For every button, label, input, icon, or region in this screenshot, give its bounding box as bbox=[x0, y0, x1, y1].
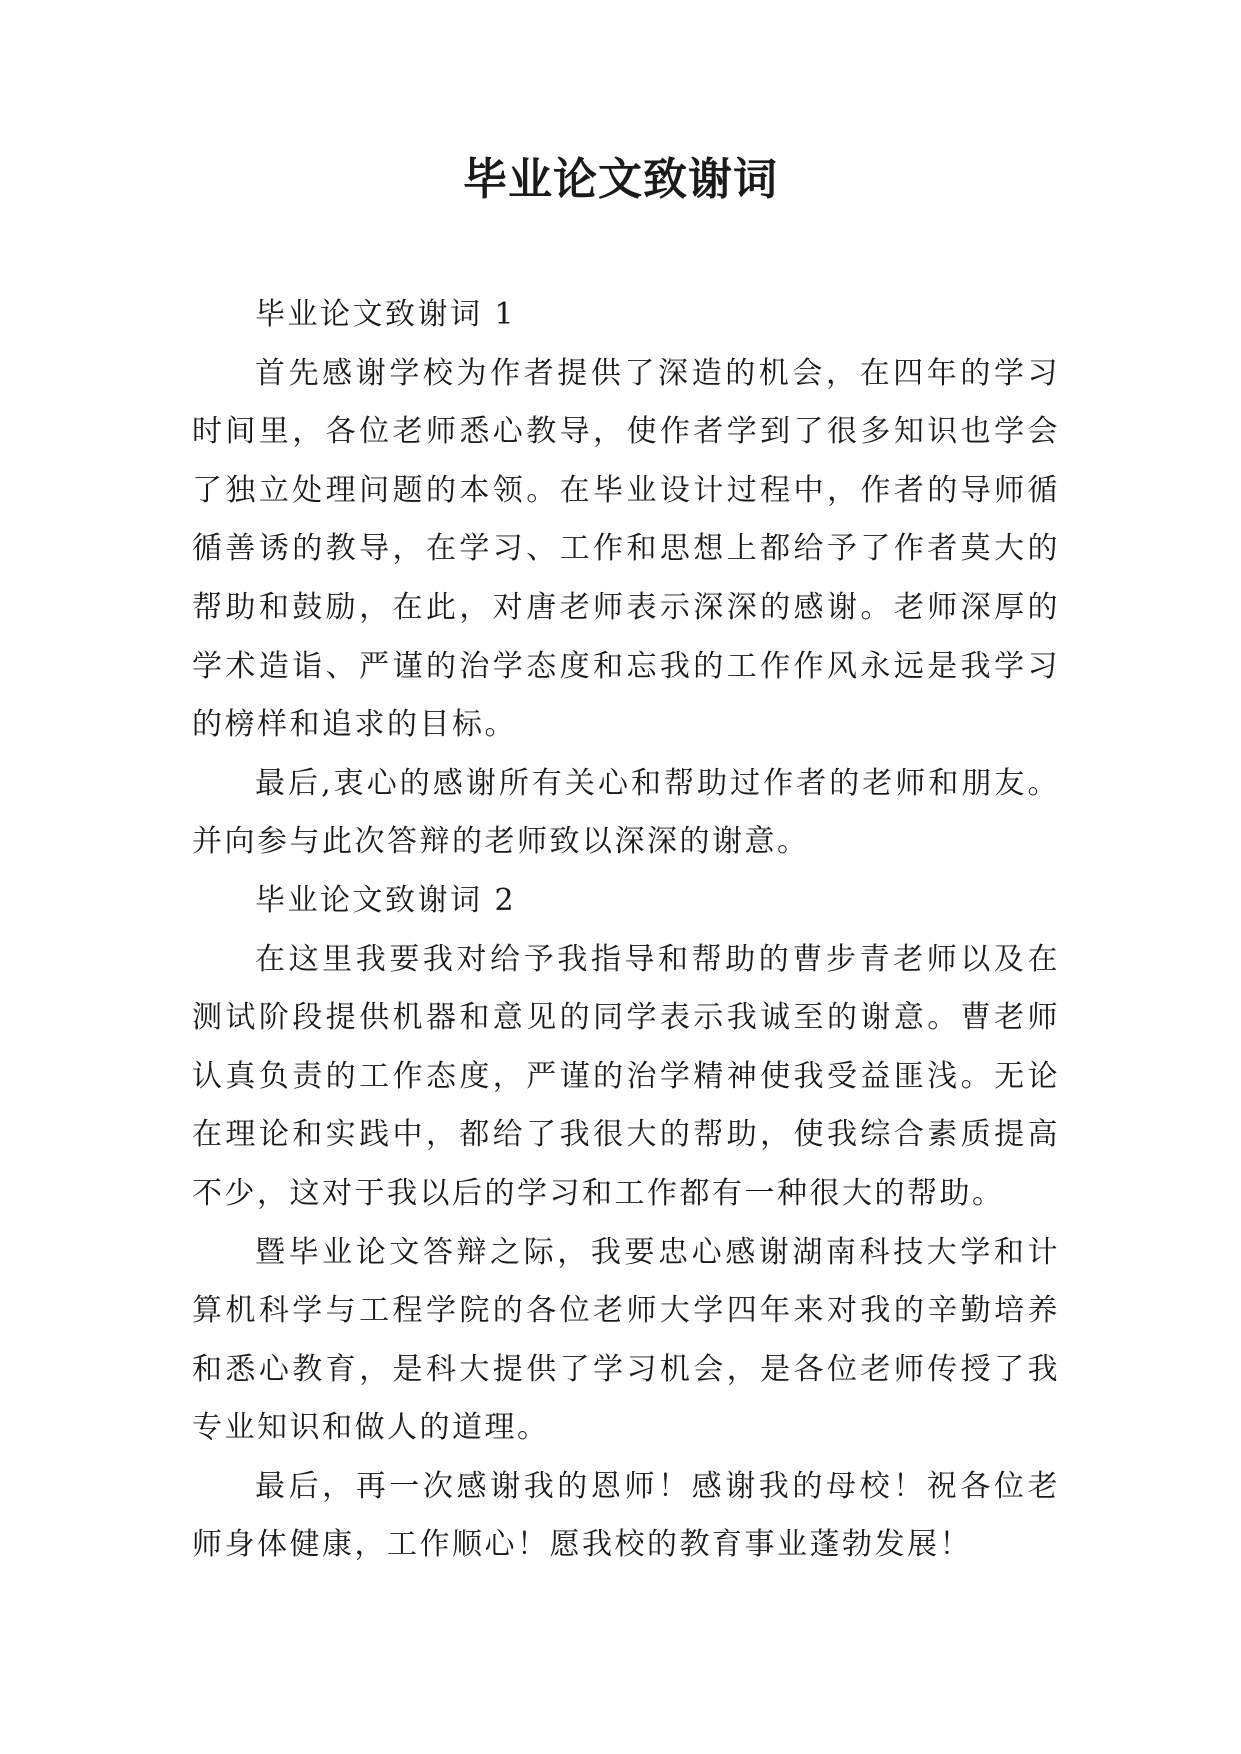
section-2-paragraph-1: 在这里我要我对给予我指导和帮助的曹步青老师以及在测试阶段提供机器和意见的同学表示我诚至的谢意。曹老师认真负责的工作态度，严谨的治学精神使我受益匪浅。无论在理论和实践中，都给了我很大的帮助，使我综合素质提高不少，这对于我以后的学习和工作都有一种很大的帮助。 bbox=[192, 941, 1060, 1211]
document-body bbox=[192, 286, 1060, 1575]
section-2-paragraph-2: 暨毕业论文答辩之际，我要忠心感谢湖南科技大学和计算机科学与工程学院的各位老师大学四年来对我的辛勤培养和悉心教育，是科大提供了学习机会，是各位老师传授了我专业知识和做人的道理。 bbox=[192, 1234, 1060, 1446]
section-1-paragraph-2: 最后,衷心的感谢所有关心和帮助过作者的老师和朋友。并向参与此次答辩的老师致以深深的谢意。 bbox=[192, 765, 1060, 860]
section-heading-2: 毕业论文致谢词 2 bbox=[255, 882, 517, 918]
section-1-paragraph-1: 首先感谢学校为作者提供了深造的机会，在四年的学习时间里，各位老师悉心教导，使作者学到了很多知识也学会了独立处理问题的本领。在毕业设计过程中，作者的导师循循善诱的教导，在学习、工作和思想上都给予了作者莫大的帮助和鼓励，在此，对唐老师表示深深的感谢。老师深厚的学术造诣、严谨的治学态度和忘我的工作作风永远是我学习的榜样和追求的目标。 bbox=[192, 355, 1060, 743]
section-2-paragraph-3: 最后，再一次感谢我的恩师！感谢我的母校！祝各位老师身体健康，工作顺心！愿我校的教育事业蓬勃发展！ bbox=[192, 1468, 1060, 1563]
document-title: 毕业论文致谢词 bbox=[463, 154, 778, 205]
section-heading-1: 毕业论文致谢词 1 bbox=[255, 297, 517, 332]
